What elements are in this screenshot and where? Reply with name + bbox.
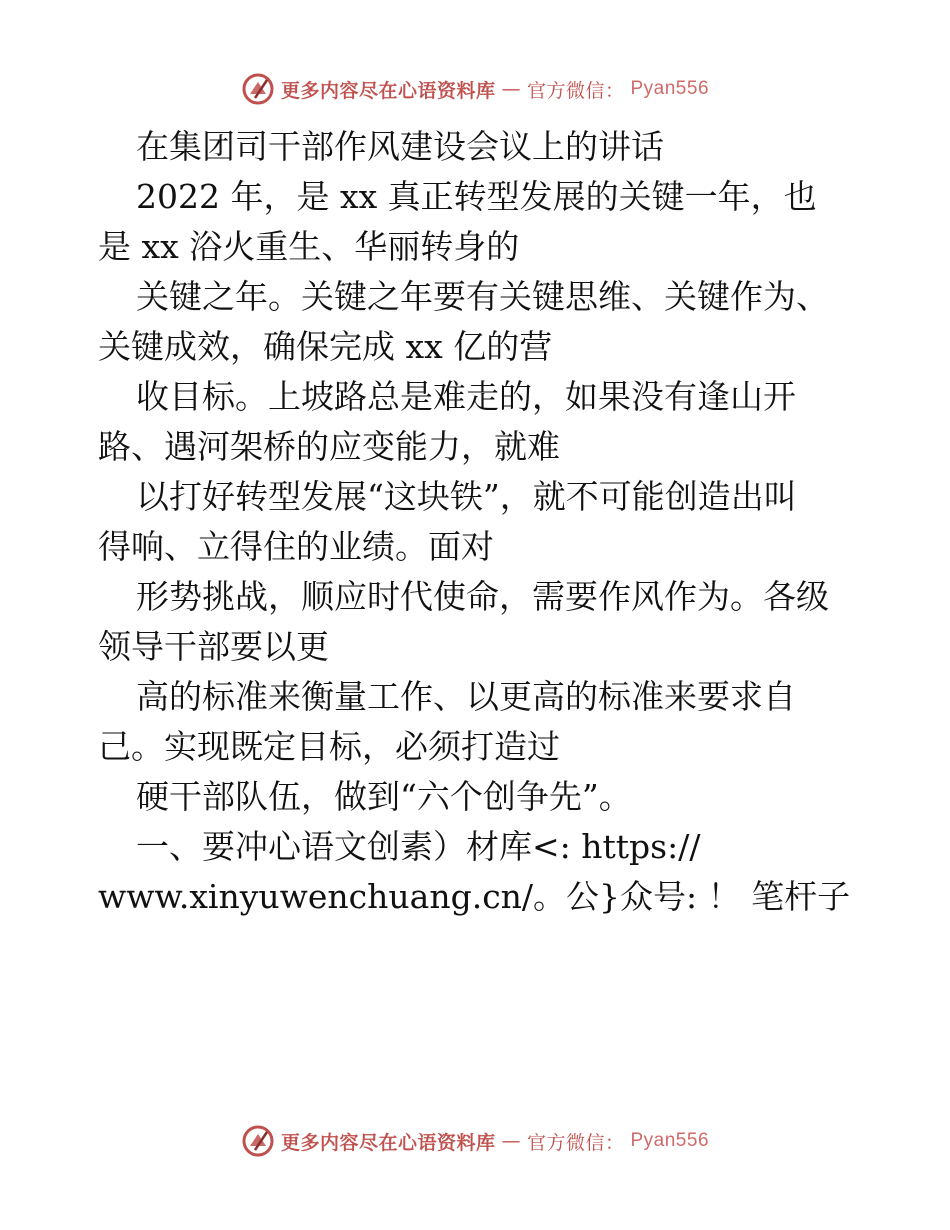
watermark-contact-label: 官方微信： [526, 79, 625, 102]
paragraph-line: 得响、立得住的业绩。面对 [98, 527, 494, 566]
document-body [98, 122, 868, 922]
paragraph-line: 硬干部队伍，做到“六个创争先”。 [136, 777, 632, 816]
paragraph-line: 关键之年。关键之年要有关键思维、关键作为、 [136, 277, 829, 316]
watermark-contact-id: Pyan556 [630, 78, 710, 99]
paragraph-line: 路、遇河架桥的应变能力，就难 [98, 427, 560, 466]
paragraph-line: 是 xx 浴火重生、华丽转身的 [98, 227, 520, 266]
paragraph-line: 形势挑战，顺应时代使命，需要作风作为。各级 [136, 577, 829, 616]
watermark-separator: — [501, 1130, 521, 1152]
paragraph-line: 高的标准来衡量工作、以更高的标准来要求自 [136, 677, 796, 716]
header-watermark [0, 72, 950, 106]
paragraph-line: 领导干部要以更 [98, 627, 329, 666]
watermark-contact-id: Pyan556 [630, 1130, 710, 1151]
paragraph-line: www.xinyuwenchuang.cn/。公}众号: ！ 笔杆子 [98, 877, 851, 916]
watermark-brand: 更多内容尽在心语资料库 [280, 79, 496, 102]
paragraph-line: 己。实现既定目标，必须打造过 [98, 727, 560, 766]
paragraph-line: 收目标。上坡路总是难走的，如果没有逢山开 [136, 377, 796, 416]
logo-icon [241, 1124, 275, 1158]
footer-watermark [0, 1124, 950, 1158]
paragraph-line: 一、要冲心语文创素）材库<: https:// [136, 827, 701, 866]
watermark-brand: 更多内容尽在心语资料库 [280, 1131, 496, 1154]
document-title: 在集团司干部作风建设会议上的讲话 [136, 127, 664, 166]
paragraph-line: 关键成效，确保完成 xx 亿的营 [98, 327, 553, 366]
watermark-contact-label: 官方微信： [526, 1131, 625, 1154]
logo-icon [241, 72, 275, 106]
paragraph-line: 2022 年，是 xx 真正转型发展的关键一年，也 [136, 177, 817, 216]
paragraph-line: 以打好转型发展“这块铁”，就不可能创造出叫 [136, 477, 797, 516]
watermark-separator: — [501, 78, 521, 100]
